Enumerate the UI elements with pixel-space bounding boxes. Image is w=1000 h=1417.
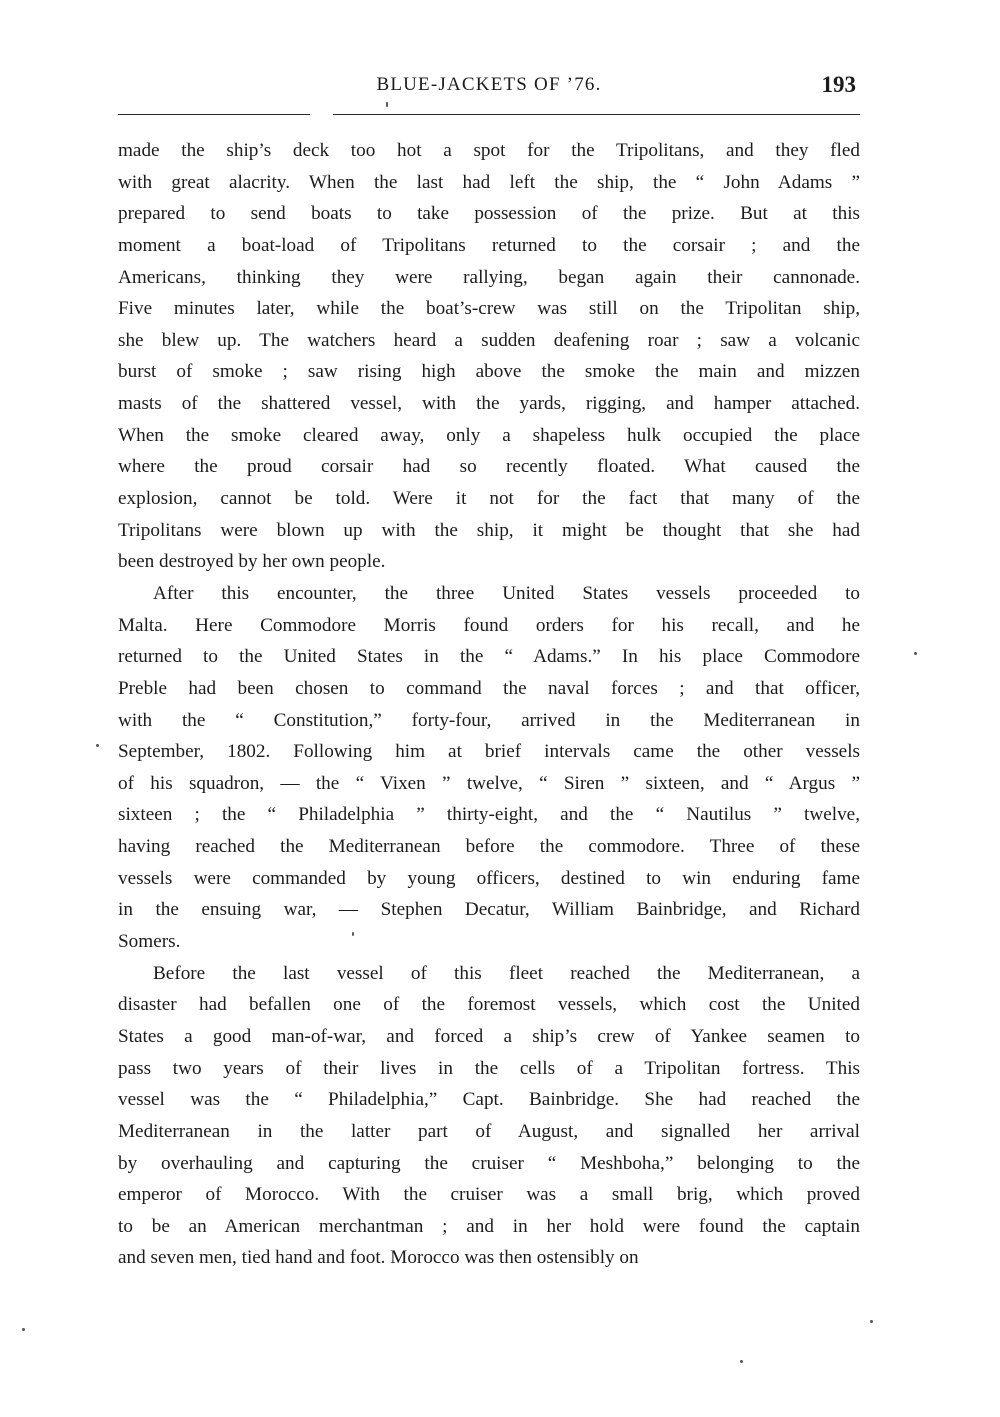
text-line: States a good man-of-war, and forced a ship’s crew of Yankee seamen to	[118, 1025, 860, 1047]
text-line: and seven men, tied hand and foot. Morocco was then ostensibly on	[118, 1247, 639, 1269]
text-line: of his squadron, — the “ Vixen ” twelve, “ Siren ” sixteen, and “ Argus ”	[118, 772, 860, 794]
page-number: 193	[821, 72, 856, 97]
text-line: sixteen ; the “ Philadelphia ” thirty-eight, and the “ Nautilus ” twelve,	[118, 804, 860, 826]
body-text	[118, 135, 860, 1274]
text-line: returned to the United States in the “ Adams.” In his place Commodore	[118, 646, 860, 668]
text-line: having reached the Mediterranean before the commodore. Three of these	[118, 836, 860, 858]
text-line: made the ship’s deck too hot a spot for the Tripolitans, and they fled	[118, 140, 860, 161]
text-line: where the proud corsair had so recently floated. What caused the	[118, 456, 860, 478]
text-line: been destroyed by her own people.	[118, 551, 386, 573]
text-line: prepared to send boats to take possession of the prize. But at this	[118, 203, 860, 225]
text-line: Somers.	[118, 931, 181, 953]
text-line: Five minutes later, while the boat’s-crew was still on the Tripolitan ship,	[118, 298, 860, 320]
text-line: to be an American merchantman ; and in her hold were found the captain	[118, 1215, 860, 1237]
text-line: disaster had befallen one of the foremost vessels, which cost the United	[118, 994, 860, 1016]
print-speck	[740, 1360, 743, 1363]
paragraph	[118, 578, 860, 958]
text-line: with the “ Constitution,” forty-four, arrived in the Mediterranean in	[118, 709, 860, 731]
print-speck	[96, 744, 99, 747]
print-speck	[914, 652, 917, 655]
text-line: When the smoke cleared away, only a shapeless hulk occupied the place	[118, 424, 860, 446]
text-line: explosion, cannot be told. Were it not for the fact that many of the	[118, 488, 860, 510]
text-line: pass two years of their lives in the cells of a Tripolitan fortress. This	[118, 1057, 860, 1079]
print-speck	[22, 1328, 25, 1331]
text-line: with great alacrity. When the last had left the ship, the “ John Adams ”	[118, 171, 860, 193]
text-line: masts of the shattered vessel, with the yards, rigging, and hamper attached.	[118, 393, 860, 415]
text-line: by overhauling and capturing the cruiser “ Meshboha,” belonging to the	[118, 1152, 860, 1174]
header-rule-right	[333, 114, 860, 115]
text-line: Mediterranean in the latter part of August, and signalled her arrival	[118, 1120, 860, 1142]
paragraph	[118, 958, 860, 1274]
text-line: Tripolitans were blown up with the ship, it might be thought that she had	[118, 519, 860, 541]
text-line: vessel was the “ Philadelphia,” Capt. Bainbridge. She had reached the	[118, 1089, 860, 1111]
text-line: emperor of Morocco. With the cruiser was a small brig, which proved	[118, 1184, 860, 1206]
text-line: After this encounter, the three United States vessels proceeded to	[153, 582, 860, 604]
text-line: September, 1802. Following him at brief intervals came the other vessels	[118, 741, 860, 763]
text-line: Americans, thinking they were rallying, began again their cannonade.	[118, 266, 860, 288]
running-head: BLUE-JACKETS OF ’76.	[376, 74, 602, 95]
text-line: she blew up. The watchers heard a sudden deafening roar ; saw a volcanic	[118, 329, 860, 351]
text-line: in the ensuing war, — Stephen Decatur, William Bainbridge, and Richard	[118, 899, 860, 921]
page-header	[118, 74, 860, 104]
text-line: Before the last vessel of this fleet reached the Mediterranean, a	[153, 962, 860, 984]
text-line: moment a boat-load of Tripolitans returned to the corsair ; and the	[118, 234, 860, 256]
paragraph	[118, 135, 860, 578]
print-speck	[352, 932, 354, 936]
print-speck	[870, 1320, 873, 1323]
text-line: vessels were commanded by young officers, destined to win enduring fame	[118, 867, 860, 889]
text-line: Preble had been chosen to command the naval forces ; and that officer,	[118, 677, 860, 699]
text-line: burst of smoke ; saw rising high above the smoke the main and mizzen	[118, 361, 860, 383]
text-line: Malta. Here Commodore Morris found orders for his recall, and he	[118, 614, 860, 636]
header-rule-left	[118, 114, 310, 115]
print-speck	[386, 102, 388, 107]
